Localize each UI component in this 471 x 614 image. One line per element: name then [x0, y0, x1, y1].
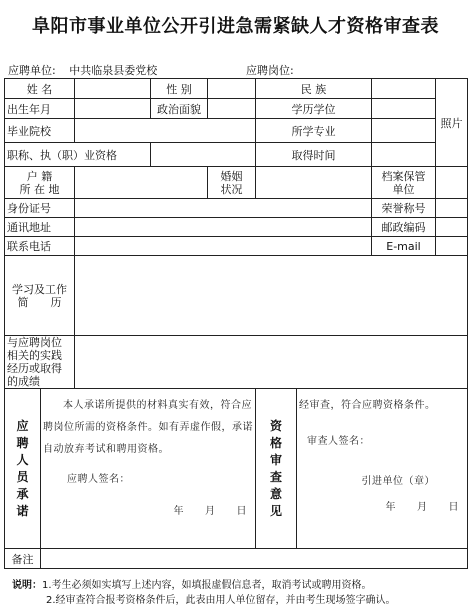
applicant-sign-label: 应聘人签名：: [67, 474, 130, 485]
review-opinion-box: [297, 389, 468, 549]
phone-value[interactable]: [75, 237, 372, 256]
obtain-time-label: 取得时间: [256, 143, 372, 167]
instructions-label: 说明：: [12, 580, 42, 591]
study-work-label: 学习及工作 简 历: [5, 256, 75, 336]
birth-label: 出生年月: [5, 99, 75, 119]
review-statement: 经审查，符合应聘资格条件。: [299, 400, 436, 411]
applying-unit-label: 应聘单位:: [8, 64, 56, 77]
hukou-value[interactable]: [75, 167, 208, 199]
applicant-date: 年 月 日: [173, 506, 247, 517]
political-value[interactable]: [208, 99, 256, 119]
review-date: 年 月 日: [385, 502, 459, 513]
political-label: 政治面貌: [151, 99, 208, 119]
ethnicity-value[interactable]: [372, 79, 436, 99]
study-work-value[interactable]: [75, 256, 468, 336]
email-value[interactable]: [436, 237, 468, 256]
postcode-label: 邮政编码: [372, 218, 436, 237]
phone-label: 联系电话: [5, 237, 75, 256]
gender-value[interactable]: [208, 79, 256, 99]
id-no-value[interactable]: [75, 199, 372, 218]
obtain-time-value[interactable]: [372, 143, 436, 167]
id-no-label: 身份证号: [5, 199, 75, 218]
name-label: 姓 名: [5, 79, 75, 99]
major-value[interactable]: [372, 119, 436, 143]
title-cert-value[interactable]: [151, 143, 256, 167]
applying-unit-value: 中共临泉县委党校: [69, 64, 158, 77]
address-value[interactable]: [75, 218, 372, 237]
commit-statement: 本人承诺所提供的材料真实有效，符合应聘岗位所需的资格条件。如有弄虚作假，承诺自动放弃考试和聘用资格。: [43, 400, 253, 455]
applicant-commit-box: [41, 389, 256, 549]
applying-position-label: 应聘岗位:: [246, 64, 294, 77]
reviewer-sign-label: 审查人签名：: [307, 436, 370, 447]
applicant-commit-label: [5, 389, 41, 549]
marriage-label: 婚姻 状况: [208, 167, 256, 199]
review-opinion-text: 资格审查意见: [269, 418, 282, 518]
postcode-value[interactable]: [436, 218, 468, 237]
honor-label: 荣誉称号: [372, 199, 436, 218]
school-label: 毕业院校: [5, 119, 75, 143]
education-value[interactable]: [372, 99, 436, 119]
form-title: 阜阳市事业单位公开引进急需紧缺人才资格审查表: [32, 16, 439, 37]
education-label: 学历学位: [256, 99, 372, 119]
applicant-commit-text: 应聘人员承诺: [16, 418, 29, 518]
archive-value[interactable]: [436, 167, 468, 199]
ethnicity-label: 民 族: [256, 79, 372, 99]
honor-value[interactable]: [436, 199, 468, 218]
practice-label: 与应聘岗位相关的实践经历或取得的成绩: [5, 336, 75, 389]
birth-value[interactable]: [75, 99, 151, 119]
hiring-unit-seal: 引进单位（章）: [361, 476, 435, 487]
archive-label: 档案保管 单位: [372, 167, 436, 199]
school-value[interactable]: [75, 119, 256, 143]
instructions: [12, 578, 467, 608]
instruction-item-1: 1.考生必须如实填写上述内容，如填报虚假信息者，取消考试或聘用资格。: [42, 580, 372, 591]
hukou-label: 户 籍 所 在 地: [5, 167, 75, 199]
review-opinion-label: [256, 389, 297, 549]
photo-box: 照片: [436, 79, 468, 167]
practice-value[interactable]: [75, 336, 468, 389]
instruction-item-2: 2.经审查符合报考资格条件后，此表由用人单位留存，并由考生现场签字确认。: [46, 595, 396, 606]
title-cert-label: 职称、执（职）业资格: [5, 143, 151, 167]
remark-label: 备注: [5, 549, 41, 569]
major-label: 所学专业: [256, 119, 372, 143]
address-label: 通讯地址: [5, 218, 75, 237]
name-value[interactable]: [75, 79, 151, 99]
qualification-table: [4, 78, 468, 569]
gender-label: 性 别: [151, 79, 208, 99]
remark-value[interactable]: [41, 549, 468, 569]
email-label: E-mail: [372, 237, 436, 256]
applying-unit: [8, 62, 157, 78]
marriage-value[interactable]: [256, 167, 372, 199]
instruction-line-1: [12, 578, 467, 593]
